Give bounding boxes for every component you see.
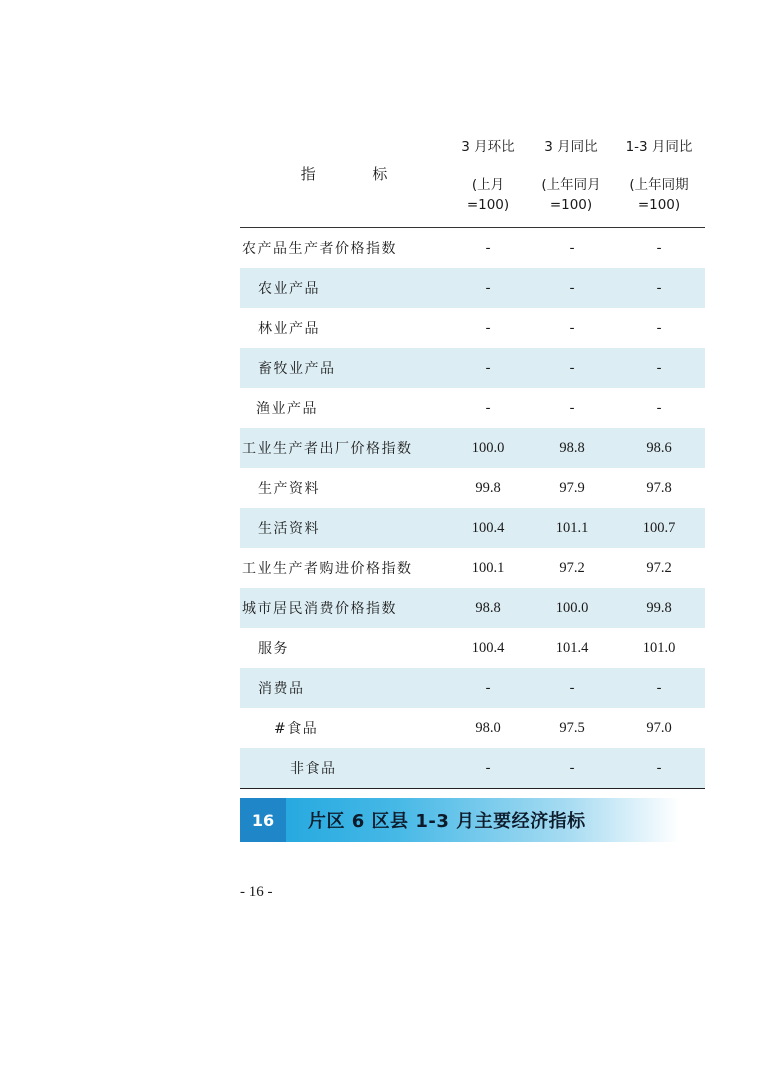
value-yoy: 101.1 — [555, 519, 589, 536]
value-mom: - — [485, 239, 491, 256]
value-yoy: - — [569, 679, 575, 696]
value-ytd-yoy: - — [656, 319, 662, 336]
section-title: 片区 6 区县 1-3 月主要经济指标 — [308, 811, 586, 832]
column-header-line1: 3 月同比 — [544, 139, 598, 155]
column-header-line3: =100) — [466, 197, 510, 213]
value-ytd-yoy: 100.7 — [642, 519, 676, 536]
value-yoy: 97.9 — [559, 479, 585, 496]
value-mom: - — [485, 399, 491, 416]
table-row — [240, 308, 705, 348]
table-row — [240, 508, 705, 548]
row-label: 城市居民消费价格指数 — [242, 601, 397, 617]
value-yoy: 101.4 — [555, 639, 589, 656]
row-label: 畜牧业产品 — [258, 361, 336, 377]
value-mom: 100.0 — [471, 439, 505, 456]
value-mom: - — [485, 759, 491, 776]
row-label: 林业产品 — [258, 321, 320, 337]
value-ytd-yoy: - — [656, 679, 662, 696]
table-row — [240, 268, 705, 308]
row-label: #食品 — [274, 721, 319, 737]
table-row — [240, 628, 705, 668]
row-label: 农产品生产者价格指数 — [242, 241, 397, 257]
value-ytd-yoy: - — [656, 359, 662, 376]
column-header-line2: (上年同月 — [541, 177, 601, 193]
value-yoy: 97.5 — [559, 719, 585, 736]
table-row — [240, 548, 705, 588]
value-mom: 99.8 — [475, 479, 501, 496]
column-header-line2: (上年同期 — [629, 177, 689, 193]
column-header-line1: 1-3 月同比 — [625, 139, 693, 155]
table-row — [240, 468, 705, 508]
row-label: 工业生产者出厂价格指数 — [242, 441, 413, 457]
value-mom: 98.0 — [475, 719, 501, 736]
value-yoy: - — [569, 239, 575, 256]
value-yoy: - — [569, 319, 575, 336]
value-yoy: - — [569, 279, 575, 296]
table-bottom-rule — [240, 788, 705, 789]
table-row — [240, 708, 705, 748]
table-row — [240, 588, 705, 628]
value-mom: - — [485, 359, 491, 376]
value-yoy: 97.2 — [559, 559, 585, 576]
column-header-ytd-yoy — [614, 137, 704, 215]
value-ytd-yoy: 97.8 — [646, 479, 672, 496]
value-ytd-yoy: 101.0 — [642, 639, 676, 656]
row-label: 渔业产品 — [256, 401, 318, 417]
row-label: 生产资料 — [258, 481, 320, 497]
price-index-table — [240, 125, 705, 789]
section-banner — [240, 798, 680, 842]
value-ytd-yoy: - — [656, 759, 662, 776]
column-header-line3: =100) — [637, 197, 681, 213]
value-ytd-yoy: 97.0 — [646, 719, 672, 736]
row-label: 工业生产者购进价格指数 — [242, 561, 413, 577]
value-mom: - — [485, 679, 491, 696]
value-yoy: 100.0 — [555, 599, 589, 616]
value-mom: - — [485, 279, 491, 296]
value-ytd-yoy: 99.8 — [646, 599, 672, 616]
column-header-yoy — [530, 137, 612, 215]
table-row — [240, 388, 705, 428]
value-ytd-yoy: - — [656, 399, 662, 416]
row-label: 生活资料 — [258, 521, 320, 537]
section-number: 16 — [240, 798, 286, 842]
value-yoy: - — [569, 399, 575, 416]
column-header-mom — [448, 137, 528, 215]
row-label: 非食品 — [290, 761, 337, 777]
table-row — [240, 348, 705, 388]
table-row — [240, 428, 705, 468]
value-ytd-yoy: - — [656, 279, 662, 296]
table-body — [240, 228, 705, 788]
value-ytd-yoy: - — [656, 239, 662, 256]
value-mom: 100.1 — [471, 559, 505, 576]
value-mom: 100.4 — [471, 639, 505, 656]
table-row — [240, 668, 705, 708]
value-yoy: - — [569, 359, 575, 376]
indicator-header: 指 标 — [300, 165, 414, 183]
page-number: - 16 - — [240, 884, 273, 900]
value-ytd-yoy: 97.2 — [646, 559, 672, 576]
column-header-line1: 3 月环比 — [461, 139, 515, 155]
value-yoy: 98.8 — [559, 439, 585, 456]
row-label: 农业产品 — [258, 281, 320, 297]
table-header — [240, 125, 705, 228]
value-mom: - — [485, 319, 491, 336]
table-row — [240, 228, 705, 268]
value-mom: 100.4 — [471, 519, 505, 536]
column-header-line3: =100) — [549, 197, 593, 213]
value-mom: 98.8 — [475, 599, 501, 616]
value-ytd-yoy: 98.6 — [646, 439, 672, 456]
column-header-line2: (上月 — [471, 177, 505, 193]
row-label: 消费品 — [258, 681, 305, 697]
table-row — [240, 748, 705, 788]
value-yoy: - — [569, 759, 575, 776]
row-label: 服务 — [258, 641, 289, 657]
